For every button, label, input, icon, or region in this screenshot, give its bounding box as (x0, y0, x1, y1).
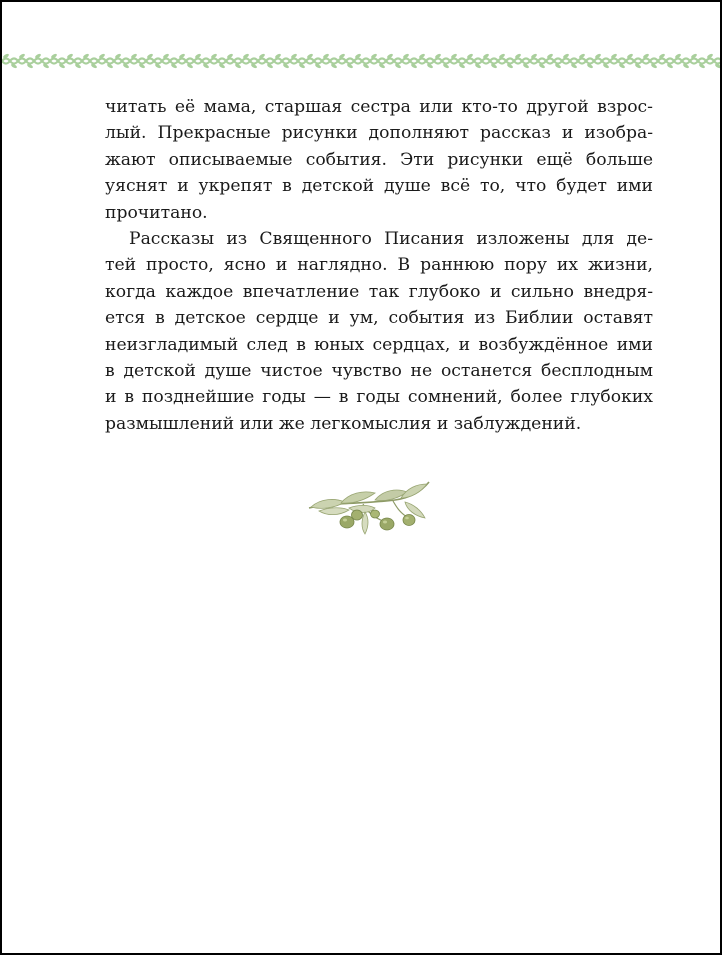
olive-branch-icon (305, 478, 435, 538)
paragraph-2 (105, 226, 653, 437)
text-line: уяснят и укрепят в детской душе всё то, что будет ими (105, 176, 653, 197)
text-line: размышлений или же легкомыслия и заблуждений. (105, 413, 582, 434)
text-line: Рассказы из Священного Писания изложены для де- (129, 229, 653, 250)
text-line: ется в детское сердце и ум, события из Библии оставят (105, 308, 653, 329)
text-line: тей просто, ясно и наглядно. В раннюю пору их жизни, (105, 255, 653, 276)
text-line: и в позднейшие годы — в годы сомнений, более глубоких (105, 387, 653, 408)
text-line: жают описываемые события. Эти рисунки ещё больше (105, 149, 653, 170)
text-line: прочитано. (105, 202, 208, 223)
text-line: в детской душе чистое чувство не останется бесплодным (105, 361, 653, 382)
paragraph-1 (105, 94, 653, 226)
body-text (105, 94, 653, 437)
decorative-vine-border (2, 50, 720, 72)
olive-branch-ornament (305, 478, 435, 538)
braided-vine-border-icon (2, 50, 720, 72)
text-line: когда каждое впечатление так глубоко и сильно внедря- (105, 281, 653, 302)
text-line: неизгладимый след в юных сердцах, и возбуждённое ими (105, 334, 653, 355)
text-line: читать её мама, старшая сестра или кто-то другой взрос- (105, 97, 653, 117)
text-line: лый. Прекрасные рисунки дополняют рассказ и изобра- (105, 123, 653, 144)
